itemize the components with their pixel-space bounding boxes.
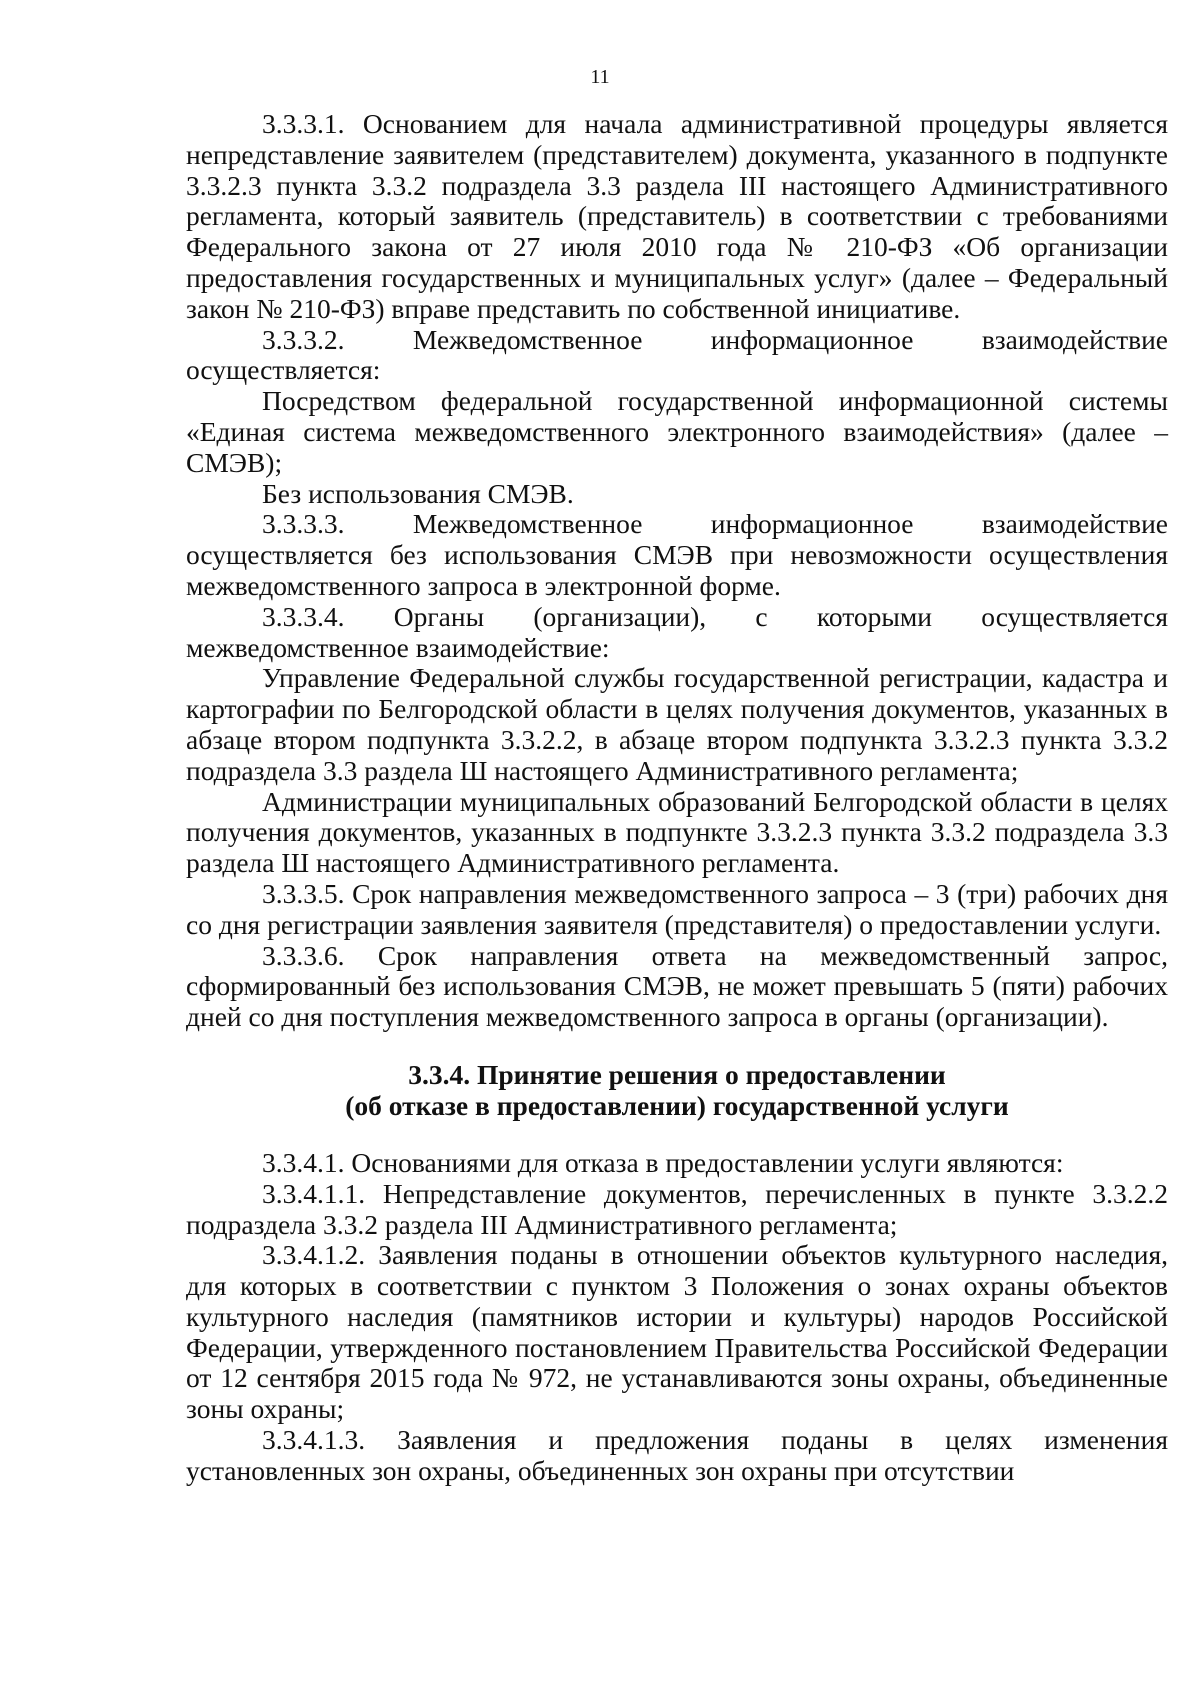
paragraph-3-3-3-2: 3.3.3.2. Межведомственное информационное взаимодействие осуществляется: <box>186 323 1168 386</box>
paragraph-3-3-3-3: 3.3.3.3. Межведомственное информационное взаимодействие осуществляется без использования СМЭВ при невозможности осуществления межведомственного запроса в электронной форме. <box>186 508 1168 601</box>
paragraph-3-3-4-1-3: 3.3.4.1.3. Заявления и предложения поданы в целях изменения установленных зон охраны, объединенных зон охраны при отсутствии <box>186 1424 1168 1486</box>
section-heading-3-3-4 <box>186 1059 1168 1121</box>
paragraph-3-3-3-4: 3.3.3.4. Органы (организации), с которыми осуществляется межведомственное взаимодействие: <box>186 600 1168 663</box>
paragraph-3-3-3-5: 3.3.3.5. Срок направления межведомственного запроса – 3 (три) рабочих дня со дня регистрации заявления заявителя (представителя) о предоставлении услуги. <box>186 877 1168 940</box>
document-body <box>186 109 1168 1487</box>
paragraph-3-3-3-1: 3.3.3.1. Основанием для начала административной процедуры является непредставление заявителем (представителем) документа, указанного в подпункте 3.3.2.3 пункта 3.3.2 подраздела 3.3 раздела III настоящего Административного регламента, который заявитель (представитель) в соответствии с требованиями Федерального закона от 27 июля 2010 года № 210-ФЗ «Об организации предоставления государственных и муниципальных услуг» (далее – Федеральный закон № 210-ФЗ) вправе представить по собственной инициативе. <box>186 108 1168 324</box>
page-number: 11 <box>590 66 610 88</box>
paragraph-3-3-4-1-2: 3.3.4.1.2. Заявления поданы в отношении объектов культурного наследия, для которых в соответствии с пунктом 3 Положения о зонах охраны объектов культурного наследия (памятников истории и культуры) народов Российской Федерации, утвержденного постановлением Правительства Российской Федерации от 12 сентября 2015 года № 972, не устанавливаются зоны охраны, объединенные зоны охраны; <box>186 1239 1168 1425</box>
paragraph-3-3-4-1: 3.3.4.1. Основаниями для отказа в предоставлении услуги являются: <box>262 1146 1064 1178</box>
paragraph-3-3-4-1-1: 3.3.4.1.1. Непредставление документов, перечисленных в пункте 3.3.2.2 подраздела 3.3.2 раздела III Административного регламента; <box>186 1177 1168 1240</box>
paragraph-3-3-3-6: 3.3.3.6. Срок направления ответа на межведомственный запрос, сформированный без использования СМЭВ, не может превышать 5 (пяти) рабочих дней со дня поступления межведомственного запроса в органы (организации). <box>186 939 1168 1033</box>
paragraph-without-smev: Без использования СМЭВ. <box>262 477 574 509</box>
section-heading-line-2: (об отказе в предоставлении) государственной услуги <box>345 1089 1009 1121</box>
paragraph-rosreestr: Управление Федеральной службы государственной регистрации, кадастра и картографии по Белгородской области в целях получения документов, указанных в абзаце втором подпункта 3.3.2.2, в абзаце втором подпункта 3.3.2.3 пункта 3.3.2 подраздела 3.3 раздела Ш настоящего Административного регламента; <box>186 662 1168 786</box>
paragraph-smev-method: Посредством федеральной государственной информационной системы «Единая система межведомственного электронного взаимодействия» (далее – СМЭВ); <box>186 385 1168 478</box>
section-heading-line-1: 3.3.4. Принятие решения о предоставлении <box>408 1058 946 1090</box>
paragraph-municipal-administrations: Администрации муниципальных образований Белгородской области в целях получения документов, указанных в подпункте 3.3.2.3 пункта 3.3.2 подраздела 3.3 раздела Ш настоящего Административного регламента. <box>186 785 1168 879</box>
